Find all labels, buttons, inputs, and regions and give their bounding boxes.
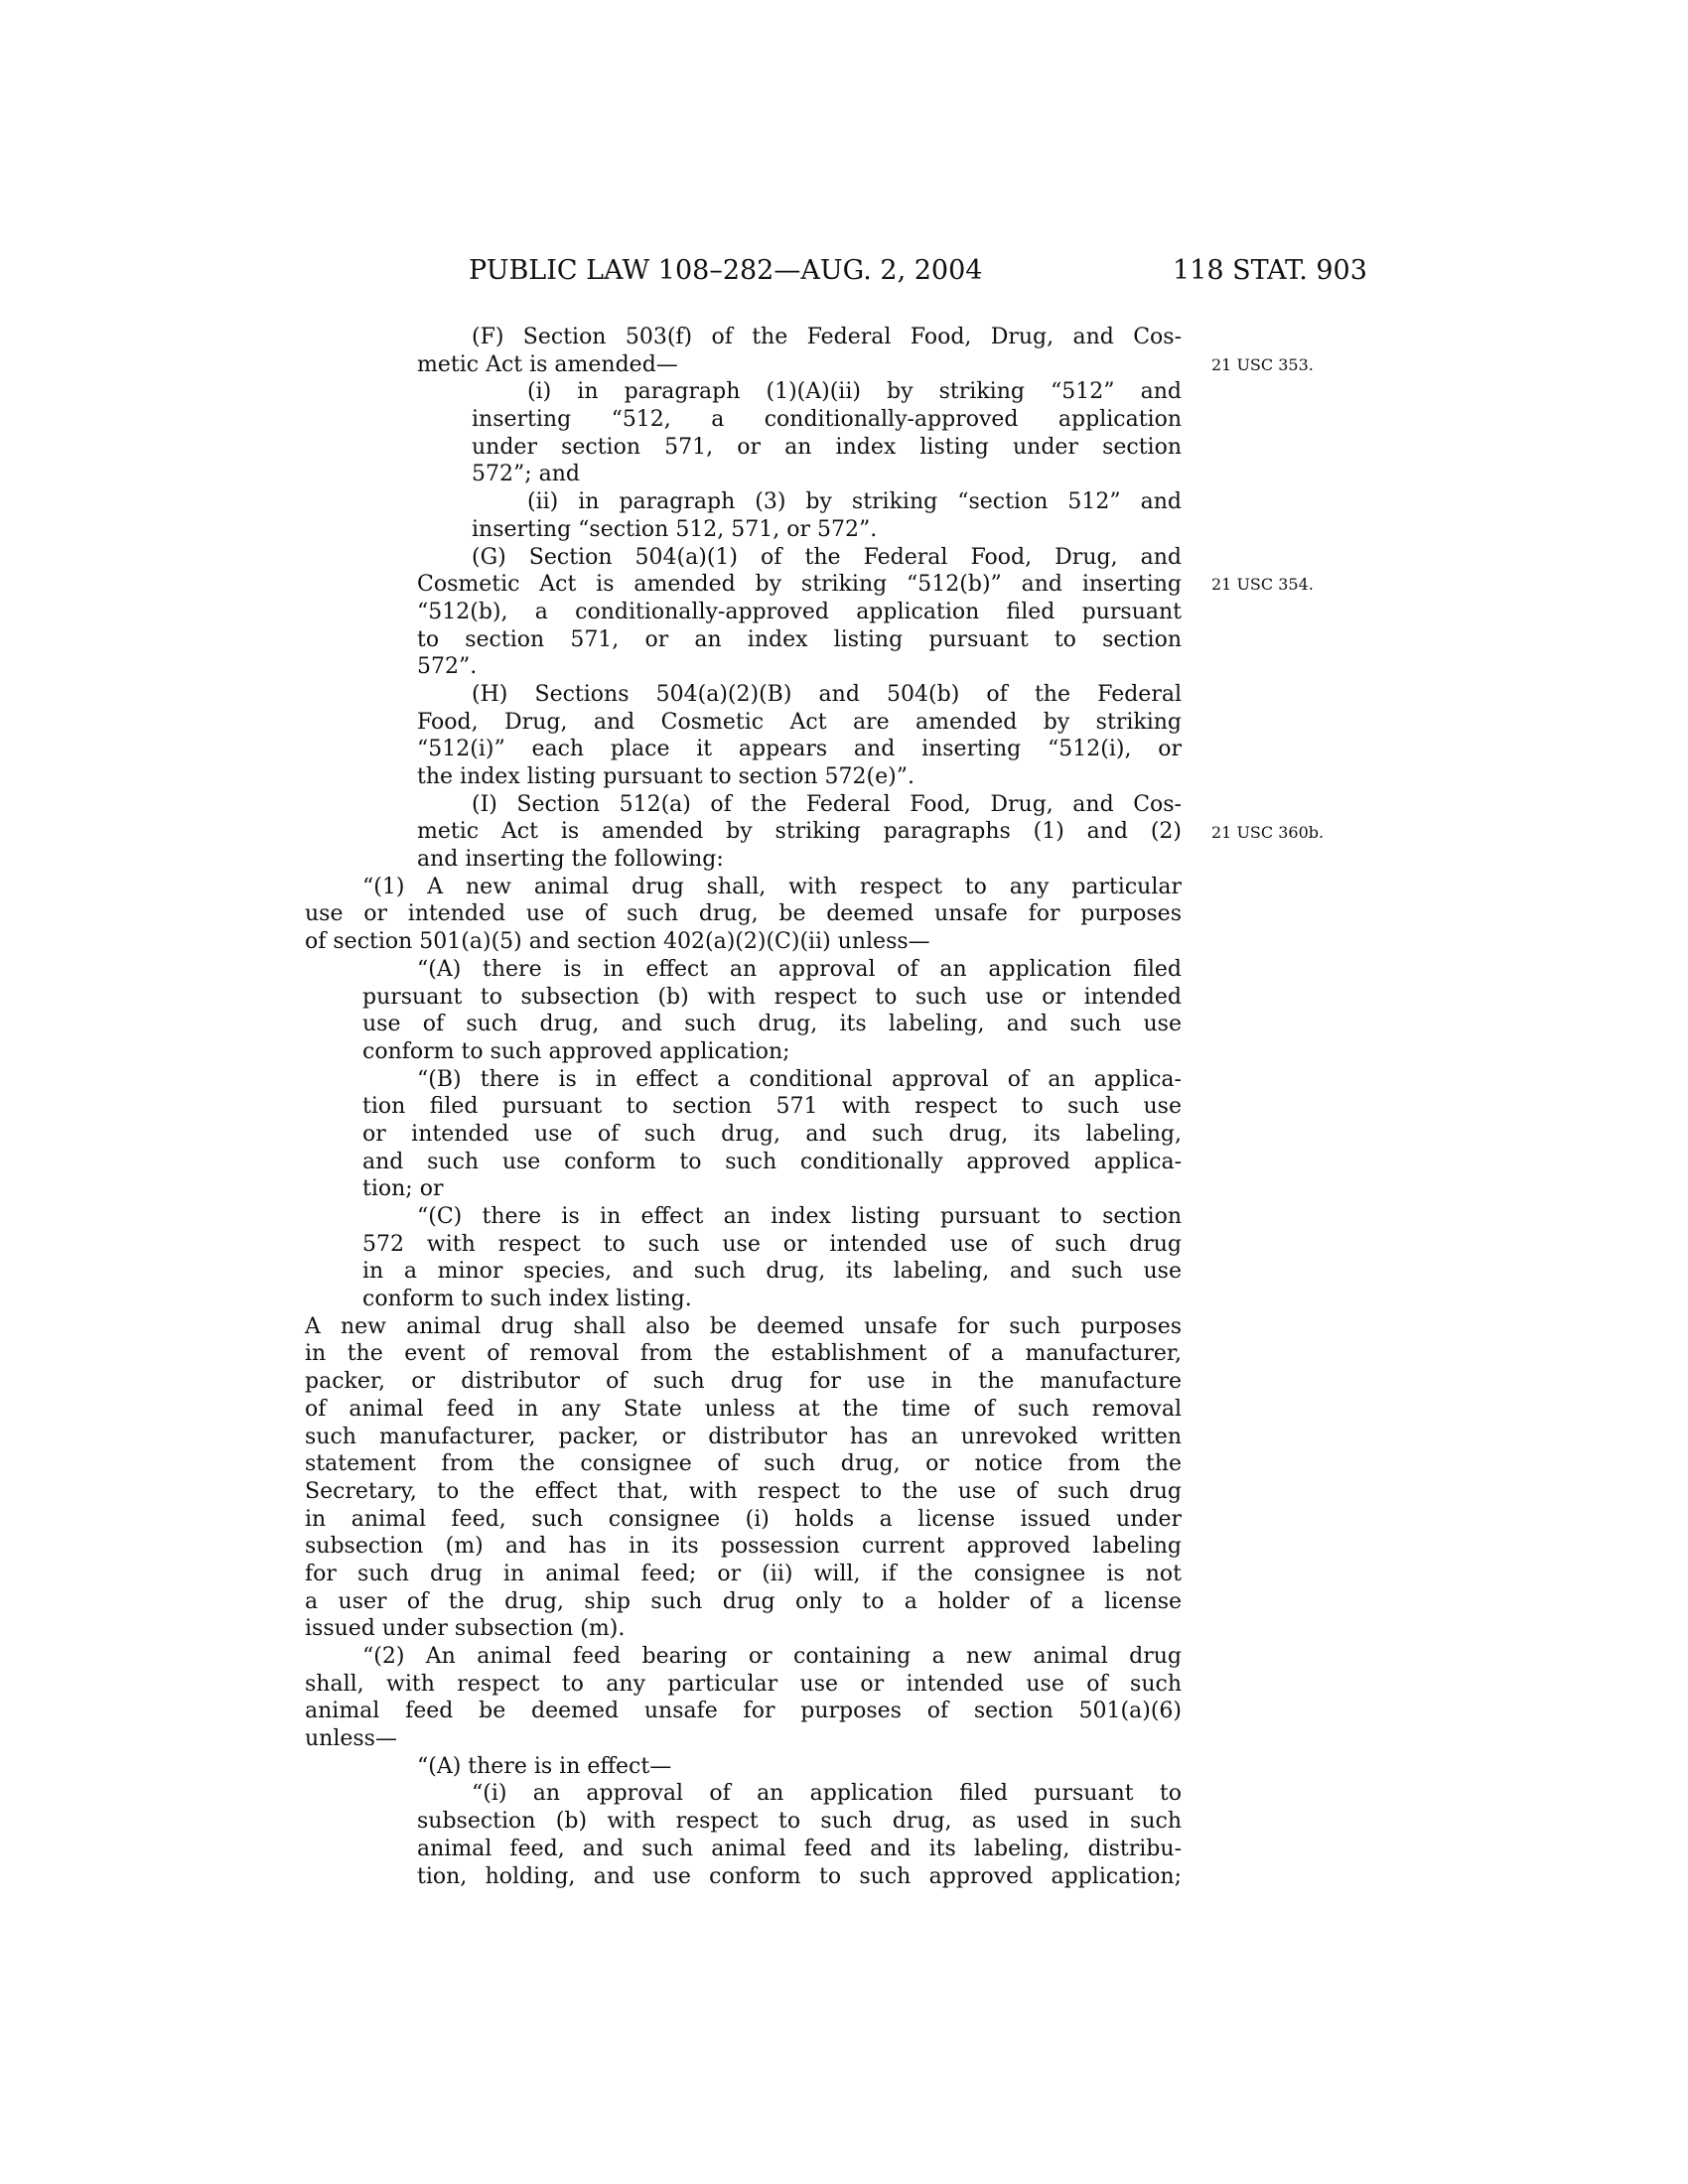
text-line: “(B) there is in effect a conditional approval of an applica-	[417, 1066, 1182, 1092]
text-line: or intended use of such drug, and such drug, its labeling,	[362, 1121, 1182, 1147]
text-line: animal feed be deemed unsafe for purposes of section 501(a)(6)	[305, 1699, 1182, 1724]
text-line: (H) Sections 504(a)(2)(B) and 504(b) of the Federal	[472, 681, 1182, 707]
page-number: 118 STAT. 903	[1173, 255, 1367, 286]
text-line: tion, holding, and use conform to such approved application;	[417, 1863, 1182, 1889]
text-line: in animal feed, such consignee (i) holds a license issued under	[305, 1506, 1182, 1532]
text-line: shall, with respect to any particular use or intended use of such	[305, 1671, 1182, 1697]
text-line: conform to such index listing.	[362, 1287, 692, 1312]
text-line: use or intended use of such drug, be deemed unsafe for purposes	[305, 901, 1182, 927]
text-line: tion; or	[362, 1176, 444, 1202]
text-line: metic Act is amended—	[417, 351, 678, 377]
text-line: unless—	[305, 1726, 397, 1752]
text-line: in the event of removal from the establishment of a manufacturer,	[305, 1341, 1182, 1367]
text-line: animal feed, and such animal feed and its labeling, distribu-	[417, 1836, 1182, 1861]
text-line: of animal feed in any State unless at the time of such removal	[305, 1396, 1182, 1422]
text-line: inserting “section 512, 571, or 572”.	[472, 516, 878, 542]
text-line: such manufacturer, packer, or distributor has an unrevoked written	[305, 1424, 1182, 1449]
text-line: “(2) An animal feed bearing or containing a new animal drug	[362, 1644, 1182, 1669]
text-line: pursuant to subsection (b) with respect to such use or intended	[362, 984, 1182, 1010]
text-line: issued under subsection (m).	[305, 1616, 626, 1642]
text-line: (I) Section 512(a) of the Federal Food, Drug, and Cos-	[472, 791, 1182, 817]
text-line: “512(b), a conditionally-approved application filed pursuant	[417, 599, 1182, 624]
text-line: A new animal drug shall also be deemed unsafe for such purposes	[305, 1313, 1182, 1339]
text-line: Secretary, to the effect that, with respect to the use of such drug	[305, 1478, 1182, 1504]
text-line: packer, or distributor of such drug for use in the manufacture	[305, 1369, 1182, 1395]
text-line: use of such drug, and such drug, its labeling, and such use	[362, 1012, 1182, 1037]
text-line: subsection (m) and has in its possession current approved labeling	[305, 1534, 1182, 1560]
text-line: for such drug in animal feed; or (ii) will, if the consignee is not	[305, 1561, 1182, 1586]
margin-note-usc-citation: 21 USC 360b.	[1211, 822, 1325, 842]
text-line: “(i) an approval of an application filed pursuant to	[472, 1781, 1182, 1807]
text-line: a user of the drug, ship such drug only to a holder of a license	[305, 1588, 1182, 1614]
text-line: “(1) A new animal drug shall, with respect to any particular	[362, 874, 1182, 899]
text-line: “(A) there is in effect—	[417, 1753, 672, 1779]
text-line: (G) Section 504(a)(1) of the Federal Food, Drug, and	[472, 544, 1182, 570]
document-body	[0, 324, 1688, 1890]
text-line: “(A) there is in effect an approval of an application filed	[417, 956, 1182, 982]
text-line: conform to such approved application;	[362, 1038, 790, 1064]
text-line: the index listing pursuant to section 572(e)”.	[417, 764, 914, 789]
text-line: “512(i)” each place it appears and inserting “512(i), or	[417, 737, 1182, 762]
text-line: of section 501(a)(5) and section 402(a)(2)(C)(ii) unless—	[305, 929, 930, 955]
margin-note-usc-citation: 21 USC 353.	[1211, 354, 1314, 374]
text-line: and such use conform to such conditionally approved applica-	[362, 1149, 1182, 1174]
text-line: 572”; and	[472, 462, 581, 487]
text-line: 572 with respect to such use or intended use of such drug	[362, 1231, 1182, 1257]
text-line: metic Act is amended by striking paragraphs (1) and (2)	[417, 819, 1182, 845]
text-line: Cosmetic Act is amended by striking “512(b)” and inserting	[417, 572, 1182, 598]
text-line: in a minor species, and such drug, its labeling, and such use	[362, 1259, 1182, 1285]
margin-note-usc-citation: 21 USC 354.	[1211, 575, 1314, 595]
text-line: (ii) in paragraph (3) by striking “section 512” and	[527, 489, 1182, 515]
text-line: to section 571, or an index listing pursuant to section	[417, 626, 1182, 652]
text-line: (F) Section 503(f) of the Federal Food, Drug, and Cos-	[472, 325, 1182, 349]
text-line: statement from the consignee of such drug, or notice from the	[305, 1451, 1182, 1477]
running-header-title: PUBLIC LAW 108–282—AUG. 2, 2004	[469, 255, 983, 286]
text-line: under section 571, or an index listing under section	[472, 434, 1182, 460]
text-line: “(C) there is in effect an index listing pursuant to section	[417, 1204, 1182, 1229]
text-line: tion filed pursuant to section 571 with respect to such use	[362, 1094, 1182, 1120]
text-line: inserting “512, a conditionally-approved application	[472, 407, 1182, 433]
text-line: subsection (b) with respect to such drug, as used in such	[417, 1809, 1182, 1835]
text-line: and inserting the following:	[417, 847, 724, 873]
text-line: Food, Drug, and Cosmetic Act are amended by striking	[417, 709, 1182, 735]
text-line: (i) in paragraph (1)(A)(ii) by striking “512” and	[527, 379, 1182, 405]
text-line: 572”.	[417, 654, 478, 680]
